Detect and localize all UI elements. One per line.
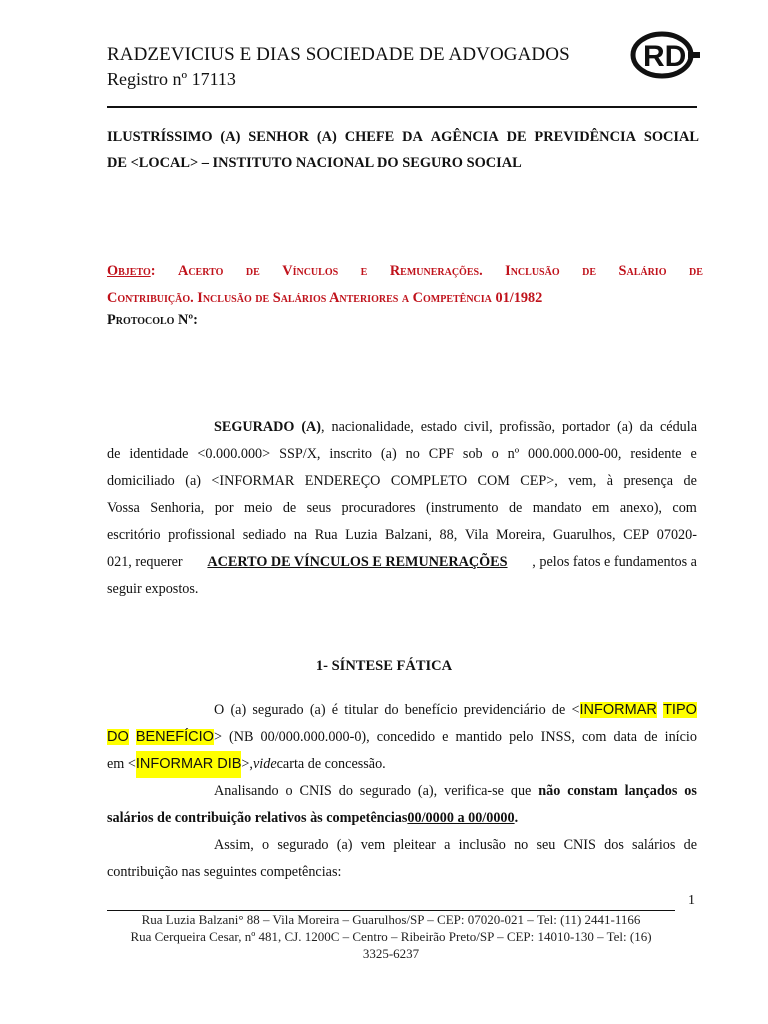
para3-line-2: salários de contribuição relativos às competências 00/0000 a 00/0000 . — [107, 805, 697, 832]
word-part: mantido — [455, 729, 503, 745]
firm-logo — [630, 30, 700, 80]
word-part: portador — [562, 419, 611, 435]
word: com — [672, 500, 697, 516]
word: ENDEREÇO — [304, 473, 381, 489]
word — [310, 697, 326, 724]
word-part: do — [384, 702, 399, 718]
word: (instrumento — [426, 500, 499, 516]
word: no — [405, 446, 420, 462]
para3-line-1 — [107, 778, 697, 805]
word-part: titular — [344, 702, 379, 718]
word: na — [293, 527, 308, 543]
objeto-word: de — [582, 263, 597, 279]
word — [644, 724, 657, 751]
word: ILUSTRÍSSIMO — [107, 129, 213, 145]
addressee-line-2: DE <LOCAL> – INSTITUTO NACIONAL DO SEGURO SOCIAL — [107, 155, 522, 171]
objeto-word: Salário — [618, 263, 667, 279]
placeholder-highlight: BENEFÍCIO — [135, 729, 214, 745]
word-part: < — [571, 702, 580, 718]
registration-number: Registro nº 17113 — [107, 69, 236, 89]
word-part: e — [442, 729, 449, 745]
para1-line-2 — [107, 441, 697, 468]
word: de — [683, 837, 697, 853]
word: escritório — [107, 527, 161, 543]
word: CEP>, — [520, 473, 558, 489]
word — [665, 724, 697, 751]
word — [625, 778, 678, 805]
word-part: benefício — [404, 702, 458, 718]
para1-line-1 — [107, 414, 697, 441]
qualification-paragraph — [107, 414, 697, 603]
para4-line-2: contribuição nas seguintes competências: — [107, 864, 342, 880]
word: meio — [244, 500, 273, 516]
word: 07020- — [656, 527, 697, 543]
addressee-heading — [107, 124, 699, 176]
word — [418, 778, 437, 805]
placeholder-highlight: DO — [107, 729, 129, 745]
word-part: data — [613, 729, 638, 745]
addressee-line-1 — [107, 124, 699, 150]
word: (A) — [316, 129, 337, 145]
word: de — [508, 500, 523, 516]
word — [567, 778, 617, 805]
word: por — [214, 500, 234, 516]
objeto-word: de — [688, 263, 703, 279]
word — [230, 697, 246, 724]
word — [500, 414, 556, 441]
objeto-word: Vínculos — [282, 263, 339, 279]
word — [660, 414, 697, 441]
word-part: de — [551, 702, 566, 718]
word: DE — [506, 129, 527, 145]
word — [252, 697, 303, 724]
word — [214, 414, 294, 441]
word — [552, 697, 565, 724]
word-part: > — [213, 729, 222, 745]
word-part: (a) — [309, 702, 326, 718]
word: (a) — [380, 446, 397, 462]
word: anexo), — [619, 500, 662, 516]
word: vem, — [568, 473, 597, 489]
word-part: estado — [420, 419, 457, 435]
segurado-term: SEGURADO — [214, 419, 295, 435]
word: dos — [604, 837, 624, 853]
word: segurado — [277, 837, 329, 853]
word — [538, 778, 560, 805]
word-part: não — [538, 783, 561, 799]
word: de — [107, 446, 121, 462]
word: Vossa — [107, 500, 140, 516]
word: Luzia — [345, 527, 378, 543]
para1-line-3 — [107, 468, 697, 495]
word — [261, 724, 370, 751]
word — [456, 724, 503, 751]
word: no — [514, 837, 529, 853]
word: mandato — [532, 500, 582, 516]
word — [136, 724, 222, 751]
word — [464, 697, 546, 724]
word: 000.000.000-00, — [528, 446, 622, 462]
footer-line-1: Rua Luzia Balzani° 88 – Vila Moreira – Guarulhos/SP – CEP: 07020-021 – Tel: (11) 2441-1166 — [141, 912, 641, 927]
objeto-word: de — [245, 263, 260, 279]
objeto-word: e — [360, 263, 368, 279]
word — [613, 724, 637, 751]
word — [464, 414, 493, 441]
placeholder-highlight: TIPO — [663, 702, 697, 718]
word — [617, 414, 633, 441]
word-part: (NB — [229, 729, 254, 745]
word-part: segurado — [359, 783, 412, 799]
word: (a) — [336, 837, 353, 853]
section-heading: 1- SÍNTESE FÁTICA — [315, 658, 453, 674]
objeto-word: Inclusão — [505, 263, 560, 279]
word: CEP — [623, 527, 650, 543]
word: identidade — [129, 446, 189, 462]
word: inclusão — [458, 837, 506, 853]
word-part: de — [644, 729, 658, 745]
word: SENHOR — [248, 129, 310, 145]
word: Assim, — [214, 837, 254, 853]
firm-name: RADZEVICIUS E DIAS SOCIEDADE DE ADVOGADOS — [107, 44, 570, 65]
word: <INFORMAR — [211, 473, 295, 489]
header-divider — [107, 106, 697, 108]
word-part: início — [664, 729, 697, 745]
word-part: (a), — [417, 783, 438, 799]
word: CHEFE — [344, 129, 395, 145]
para1-line-7: seguir expostos. — [107, 581, 199, 597]
word-part: constam — [567, 783, 618, 799]
word-part: do — [338, 783, 353, 799]
word: domiciliado — [107, 473, 175, 489]
word — [663, 697, 697, 724]
logo-text: RD — [643, 40, 687, 73]
word: à — [606, 473, 614, 489]
word: pleitear — [393, 837, 436, 853]
para4-line-1 — [107, 832, 697, 859]
word — [444, 778, 504, 805]
word: e — [690, 446, 697, 462]
word — [640, 414, 653, 441]
word-part: é — [331, 702, 339, 718]
word — [509, 724, 533, 751]
word: de — [282, 500, 297, 516]
word — [405, 697, 458, 724]
word — [360, 778, 411, 805]
word-part: verifica-se — [444, 783, 504, 799]
word — [562, 414, 610, 441]
objeto-block — [107, 258, 703, 312]
word — [214, 778, 279, 805]
word: sob — [462, 446, 483, 462]
para1-line-6: 021, requerer ACERTO DE VÍNCULOS E REMUNERAÇÕES , pelos fatos e fundamentos a — [107, 549, 697, 576]
word-part: concedido — [376, 729, 436, 745]
word — [214, 697, 224, 724]
word-part: CNIS — [299, 783, 332, 799]
para1-line-5 — [107, 522, 697, 549]
word-part: O — [214, 702, 225, 718]
word: profissional — [168, 527, 236, 543]
para2-line-2 — [107, 724, 697, 751]
word: AGÊNCIA — [430, 129, 499, 145]
footer-addresses — [107, 911, 675, 962]
word: Guarulhos, — [552, 527, 616, 543]
word: salários — [632, 837, 676, 853]
word — [344, 697, 378, 724]
footer-line-3: 3325-6237 — [362, 946, 420, 961]
page-number: 1 — [688, 893, 695, 908]
footer-line-2: Rua Cerqueira Cesar, nº 481, CJ. 1200C – Centro – Ribeirão Preto/SP – CEP: 14010-130 – Tel: (16) — [130, 929, 652, 944]
word-part: nacionalidade, — [331, 419, 414, 435]
word-part: 00/000.000.000-0), — [260, 729, 370, 745]
word: em — [592, 500, 610, 516]
word — [684, 778, 697, 805]
word: residente — [630, 446, 682, 462]
word: procuradores — [341, 500, 416, 516]
word: nº — [507, 446, 520, 462]
word: vem — [360, 837, 386, 853]
placeholder-highlight: INFORMAR DIB — [136, 751, 242, 778]
word — [339, 778, 353, 805]
word: Rua — [314, 527, 338, 543]
word: CNIS — [563, 837, 596, 853]
word — [541, 724, 575, 751]
word — [229, 724, 253, 751]
objeto-word: Acerto — [178, 263, 224, 279]
objeto-word: Remunerações. — [389, 263, 483, 279]
word: Senhoria, — [150, 500, 205, 516]
word: 88, — [439, 527, 458, 543]
word — [107, 724, 129, 751]
word: o — [262, 837, 270, 853]
objeto-line-2: Contribuição. Inclusão de Salários Anteriores a Competência 01/1982 — [107, 290, 543, 306]
word: <0.000.000> — [197, 446, 271, 462]
word-part: da — [639, 419, 654, 435]
word-part: civil, — [463, 419, 493, 435]
word — [421, 414, 457, 441]
word-part: lançados — [624, 783, 678, 799]
competencia-range: 00/0000 a 00/0000 — [407, 810, 515, 826]
word — [582, 724, 606, 751]
word: Balzani, — [385, 527, 432, 543]
word: sediado — [242, 527, 287, 543]
word-part: Analisando — [214, 783, 279, 799]
word-part: (a) — [230, 702, 247, 718]
word-part: (a) — [617, 419, 633, 435]
word: SSP/X, — [279, 446, 321, 462]
word-part: com — [581, 729, 607, 745]
protocolo-label: Protocolo Nº: — [107, 312, 198, 328]
para2-line-3: em < INFORMAR DIB >, vide carta de concessão. — [107, 751, 697, 778]
objeto-label: Objeto — [107, 263, 151, 279]
word — [300, 778, 332, 805]
word — [572, 697, 657, 724]
word — [286, 778, 293, 805]
word — [331, 414, 413, 441]
word-part: que — [510, 783, 532, 799]
word: COMPLETO — [390, 473, 468, 489]
request-title: ACERTO DE VÍNCULOS E REMUNERAÇÕES — [207, 554, 508, 570]
word: Moreira, — [496, 527, 546, 543]
word — [384, 697, 398, 724]
word: (a) — [185, 473, 201, 489]
word-part: previdenciário — [463, 702, 546, 718]
word-part: o — [285, 783, 293, 799]
word — [511, 778, 532, 805]
objeto-line-1: Objeto: Acerto de Vínculos e Remunerações. Inclusão de Salário de — [107, 258, 703, 285]
segurado-term: (A) — [301, 419, 322, 435]
word-part: pelo — [509, 729, 534, 745]
word-part: os — [684, 783, 697, 799]
word: de — [683, 473, 697, 489]
word: COM — [477, 473, 510, 489]
word: presença — [623, 473, 674, 489]
word: inscrito — [329, 446, 372, 462]
word-part: , — [321, 419, 325, 435]
word: PREVIDÊNCIA — [534, 129, 636, 145]
word: o — [491, 446, 499, 462]
word — [332, 697, 338, 724]
word-part: segurado — [252, 702, 304, 718]
word: seus — [306, 500, 332, 516]
word-part: profissão, — [499, 419, 556, 435]
word — [442, 724, 448, 751]
word: seu — [536, 837, 556, 853]
word: Vila — [464, 527, 489, 543]
placeholder-highlight: INFORMAR — [579, 702, 657, 718]
word-part: INSS, — [540, 729, 575, 745]
facts-paragraphs — [107, 697, 697, 886]
para2-line-1 — [107, 697, 697, 724]
word: a — [444, 837, 451, 853]
word: CPF — [428, 446, 454, 462]
word: (A) — [220, 129, 241, 145]
word — [301, 414, 324, 441]
word — [377, 724, 435, 751]
word-part: cédula — [659, 419, 697, 435]
word: SOCIAL — [643, 129, 699, 145]
word: DA — [402, 129, 423, 145]
para1-line-4 — [107, 495, 697, 522]
